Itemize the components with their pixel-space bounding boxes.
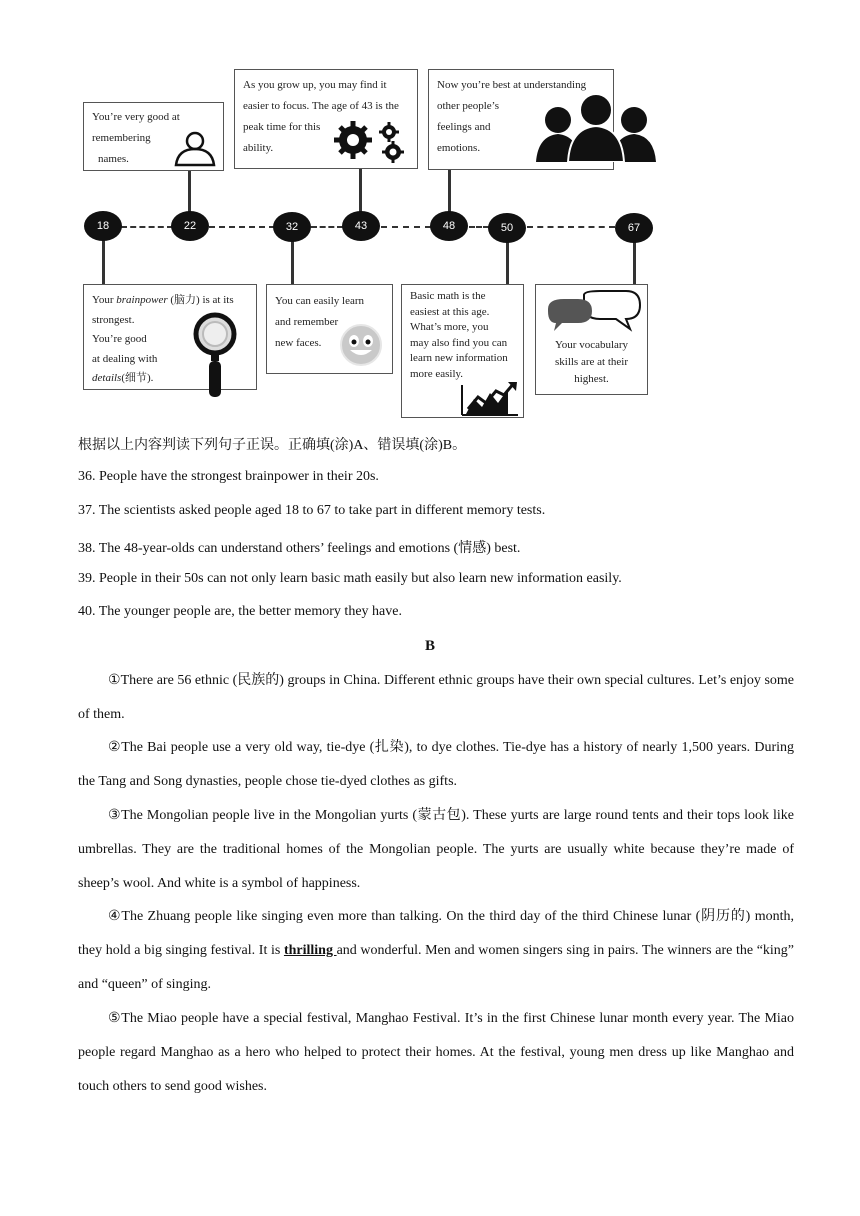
connector-67 xyxy=(633,242,636,284)
age-node-50: 50 xyxy=(488,213,526,243)
timeline-dash-5 xyxy=(469,226,489,228)
smiley-icon xyxy=(339,323,383,367)
timeline-dash-1 xyxy=(121,226,173,228)
box-line: and remember xyxy=(275,316,339,328)
info-box-age-50 xyxy=(401,284,524,418)
timeline-dash-3 xyxy=(311,226,343,228)
text-fragment: and wonderful. Men and women singers sing in pairs. The winners are the “king” and “queen” of singing. xyxy=(78,943,795,992)
box-line: skills are at their xyxy=(554,356,628,368)
age-node-18: 18 xyxy=(84,211,122,241)
details-term: details xyxy=(92,372,122,384)
group-icon xyxy=(528,92,664,162)
gears-icon xyxy=(331,118,411,164)
box-line: You’re very good at xyxy=(92,111,180,123)
connector-18 xyxy=(102,240,105,284)
box-line: emotions. xyxy=(437,142,481,154)
box-line: ability. xyxy=(243,142,274,154)
box-line: peak time for this xyxy=(243,121,321,133)
paragraph-2: ②The Bai people use a very old way, tie-dye (扎染), to dye clothes. Tie-dye has a history of nearly 1,500 years. During the Tang and Song dynasties, people chose tie-dyed clothes as gifts. xyxy=(78,740,794,789)
box-line: more easily. xyxy=(410,367,464,380)
text-fragment: (脑力) xyxy=(167,294,203,306)
box-line: Now you’re best at understanding xyxy=(437,79,587,91)
instructions: 根据以上内容判读下列句子正误。正确填(涂)A、错误填(涂)B。 xyxy=(78,438,467,453)
paragraph-5: ⑤The Miao people have a special festival, Manghao Festival. It’s in the first Chinese lunar month every year. The Miao people regard Manghao as a hero who helped to protect their homes. At the festival, young men dress up like Manghao and touch others to send good wishes. xyxy=(78,1011,794,1094)
age-node-43: 43 xyxy=(342,211,380,241)
brainpower-term: brainpower xyxy=(116,294,168,306)
info-box-age-22 xyxy=(83,102,224,171)
text-fragment: is at its xyxy=(202,294,234,306)
speech-bubbles-icon xyxy=(544,289,642,337)
box-line: highest. xyxy=(574,373,609,385)
info-box-age-67 xyxy=(535,284,648,395)
magnifier-icon xyxy=(190,312,240,400)
timeline-dash-2 xyxy=(209,226,275,228)
paragraph-4 xyxy=(78,900,794,1002)
paragraph-3: ③The Mongolian people live in the Mongolian yurts (蒙古包). These yurts are large round tents and their tops look like umbrellas. They are the traditional homes of the Mongolian people. The yurts are usually white because they’re made of sheep’s wool. And white is a symbol of happiness. xyxy=(78,808,794,891)
age-node-22: 22 xyxy=(171,211,209,241)
connector-48 xyxy=(448,170,451,212)
box-line: feelings and xyxy=(437,121,491,133)
question-37: 37. The scientists asked people aged 18 to 67 to take part in different memory tests. xyxy=(78,503,546,518)
box-line: What’s more, you xyxy=(410,321,489,333)
question-39: 39. People in their 50s can not only learn basic math easily but also learn new information easily. xyxy=(78,571,622,586)
thrilling-word: thrilling xyxy=(283,943,337,958)
age-node-32: 32 xyxy=(273,212,311,242)
connector-50 xyxy=(506,242,509,284)
box-line: at dealing with xyxy=(92,352,158,365)
timeline-dash-4 xyxy=(381,226,431,228)
box-line: learn new information xyxy=(410,352,508,364)
person-icon xyxy=(172,129,218,169)
text-fragment: ④The Zhuang people like singing even more than talking. On the third day of the third Chinese lunar (阴历的) month, they hold a big singing festival. It is xyxy=(78,909,794,958)
question-40: 40. The younger people are, the better memory they have. xyxy=(78,604,402,619)
age-node-67: 67 xyxy=(615,213,653,243)
box-line: strongest. xyxy=(92,313,135,326)
question-36: 36. People have the strongest brainpower in their 20s. xyxy=(78,469,379,484)
text-fragment: (细节). xyxy=(121,372,154,384)
box-line: easiest at this age. xyxy=(410,305,490,318)
box-line: Your vocabulary xyxy=(554,339,629,351)
info-box-age-43 xyxy=(234,69,418,169)
text-fragment: Your xyxy=(92,294,117,306)
box-line xyxy=(92,291,248,311)
box-line: remembering xyxy=(92,132,151,144)
info-box-age-32 xyxy=(266,284,393,374)
box-line: names. xyxy=(98,153,129,165)
box-line: You’re good xyxy=(92,333,147,345)
connector-22 xyxy=(188,170,191,214)
box-line: other people’s xyxy=(437,100,500,112)
age-node-48: 48 xyxy=(430,211,468,241)
question-38: 38. The 48-year-olds can understand others’ feelings and emotions (情感) best. xyxy=(78,541,521,556)
box-line: You can easily learn xyxy=(275,295,364,307)
connector-32 xyxy=(291,240,294,284)
chart-arrow-icon xyxy=(460,381,520,417)
box-line: new faces. xyxy=(275,337,322,349)
section-heading: B xyxy=(424,638,435,654)
paragraph-1: ①There are 56 ethnic (民族的) groups in China. Different ethnic groups have their own special cultures. Let’s enjoy some of them. xyxy=(78,673,794,722)
box-line: easier to focus. The age of 43 is the xyxy=(243,100,399,112)
connector-43 xyxy=(359,168,362,212)
timeline-dash-6 xyxy=(527,226,615,228)
box-line: Basic math is the xyxy=(410,290,486,302)
box-line: As you grow up, you may find it xyxy=(243,79,387,91)
box-line: may also find you can xyxy=(410,336,508,349)
